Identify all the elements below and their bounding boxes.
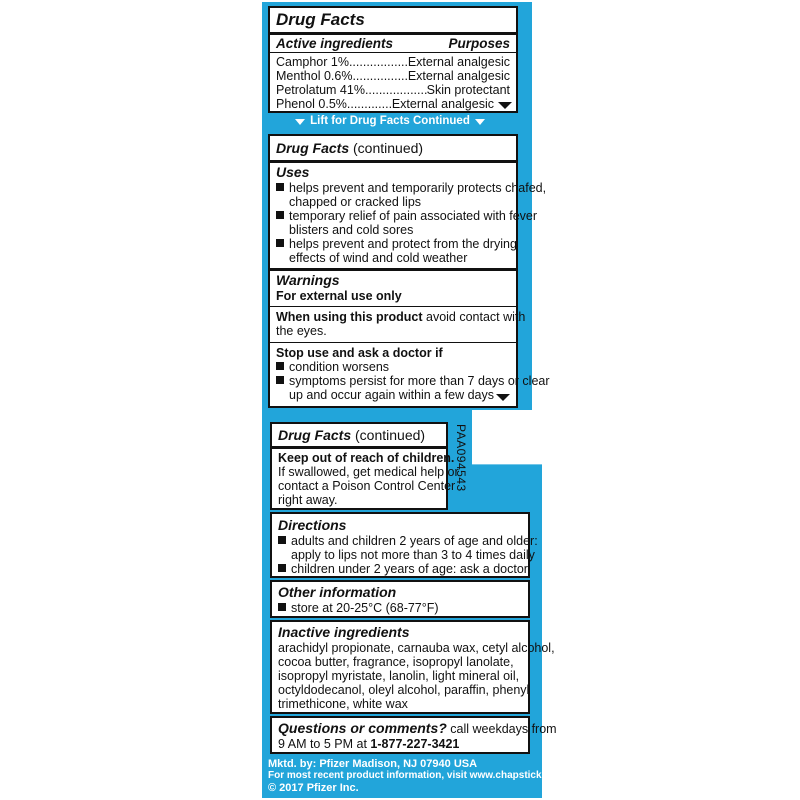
stop-use-header: Stop use and ask a doctor if — [276, 346, 443, 360]
when-using-cont: the eyes. — [276, 324, 327, 338]
direction-item: children under 2 years of age: ask a doctor — [278, 562, 528, 576]
phone-number[interactable]: 1-877-227-3421 — [370, 737, 460, 751]
swallowed-line: right away. — [278, 493, 338, 507]
inactive-line: trimethicone, white wax — [278, 697, 408, 711]
uses-item: helps prevent and protect from the drying — [276, 237, 517, 251]
ingredient-row: Petrolatum 41% ..... Skin protectant — [276, 83, 510, 97]
uses-item-cont: effects of wind and cold weather — [289, 251, 468, 265]
down-arrow-icon — [475, 119, 485, 125]
inactive-line: isopropyl myristate, lanolin, light mineral oil, — [278, 669, 520, 683]
continue-arrow-icon — [496, 394, 510, 401]
box-uses-warnings — [268, 134, 550, 408]
inactive-line: cocoa butter, fragrance, isopropyl lanolate, — [278, 655, 514, 669]
swallowed-line: If swallowed, get medical help or — [278, 465, 459, 479]
questions-line: Questions or comments? call weekdays from — [278, 720, 557, 736]
continue-arrow-icon — [498, 102, 512, 109]
directions-header: Directions — [278, 517, 347, 533]
warnings-header: Warnings — [276, 272, 340, 288]
footer-manufacturer: Mktd. by: Pfizer Madison, NJ 07940 USA — [268, 758, 478, 770]
product-code: PAA094543 — [454, 424, 468, 492]
other-item: store at 20-25°C (68-77°F) — [278, 601, 439, 615]
lift-for-drug-facts[interactable]: Lift for Drug Facts Continued — [262, 115, 518, 127]
stop-item: symptoms persist for more than 7 days or clear — [276, 374, 550, 388]
box-active-ingredients — [268, 6, 518, 113]
uses-item-cont: blisters and cold sores — [289, 223, 414, 237]
drug-facts-title: Drug Facts — [276, 10, 365, 29]
inactive-line: arachidyl propionate, carnauba wax, cetyl alcohol, — [278, 641, 555, 655]
uses-header: Uses — [276, 164, 310, 180]
box-other-information — [270, 580, 530, 618]
other-information-header: Other information — [278, 584, 397, 600]
swallowed-line: contact a Poison Control Center — [278, 479, 456, 493]
ingredient-row: Phenol 0.5% ..... External analgesic — [276, 97, 494, 111]
direction-item: adults and children 2 years of age and older: — [278, 534, 538, 548]
drug-facts-continued-title: Drug Facts (continued) — [278, 427, 426, 443]
box-directions — [270, 512, 538, 578]
footer-product-info[interactable]: For most recent product information, visit www.chapstick.com — [268, 770, 565, 781]
questions-line-2: 9 AM to 5 PM at 1-877-227-3421 — [278, 737, 460, 751]
keep-out-of-reach: Keep out of reach of children. — [278, 451, 455, 465]
external-use-only: For external use only — [276, 289, 402, 303]
when-using-text: When using this product avoid contact with — [276, 310, 526, 324]
box-inactive-ingredients — [270, 620, 555, 714]
ingredient-row: Menthol 0.6% ..... External analgesic — [276, 69, 510, 83]
ingredient-row: Camphor 1% ..... External analgesic — [276, 55, 510, 69]
active-ingredients-header: Active ingredients — [276, 36, 394, 51]
footer-copyright: © 2017 Pfizer Inc. — [268, 782, 359, 794]
stop-item-cont: up and occur again within a few days — [289, 388, 494, 402]
purposes-header: Purposes — [448, 36, 510, 51]
drug-facts-continued-title: Drug Facts (continued) — [276, 140, 424, 156]
down-arrow-icon — [295, 119, 305, 125]
uses-item: temporary relief of pain associated with fever — [276, 209, 537, 223]
uses-item-cont: chapped or cracked lips — [289, 195, 422, 209]
box-questions — [270, 716, 557, 754]
direction-item-cont: apply to lips not more than 3 to 4 times daily — [291, 548, 535, 562]
inactive-ingredients-header: Inactive ingredients — [278, 624, 410, 640]
stop-item: condition worsens — [276, 360, 389, 374]
uses-item: helps prevent and temporarily protects chafed, — [276, 181, 546, 195]
box-keep-out — [270, 422, 459, 510]
inactive-line: octyldodecanol, oleyl alcohol, paraffin, phenyl — [278, 683, 530, 697]
